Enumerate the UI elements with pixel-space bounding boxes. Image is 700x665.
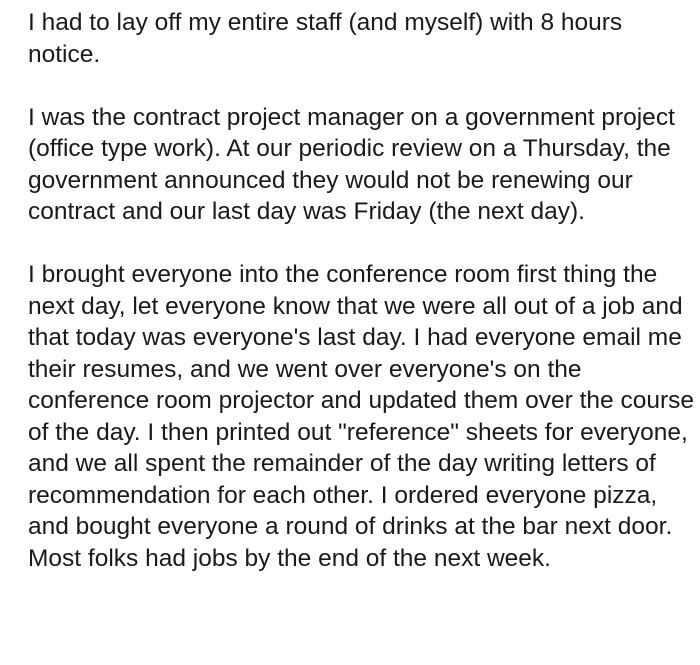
paragraph-contract-ending: I was the contract project manager on a government project (office type work). At our periodic review on a Thursday, the government announced they would not be renewing our contract and our last day was Friday (the next day).: [28, 103, 675, 225]
paragraph-last-day: I brought everyone into the conference room first thing the next day, let everyone know that we were all out of a job and that today was everyone's last day. I had everyone email me their resumes, and we went over everyone's on the conference room projector and updated them over the course of the day. I then printed out "reference" sheets for everyone, and we all spent the remainder of the day writing letters of recommendation for each other. I ordered everyone pizza, and bought everyone a round of drinks at the bar next door. Most folks had jobs by the end of the next week.: [28, 261, 694, 572]
post-body: [28, 7, 696, 574]
paragraph-layoff-notice: I had to lay off my entire staff (and myself) with 8 hours notice.: [28, 9, 623, 68]
